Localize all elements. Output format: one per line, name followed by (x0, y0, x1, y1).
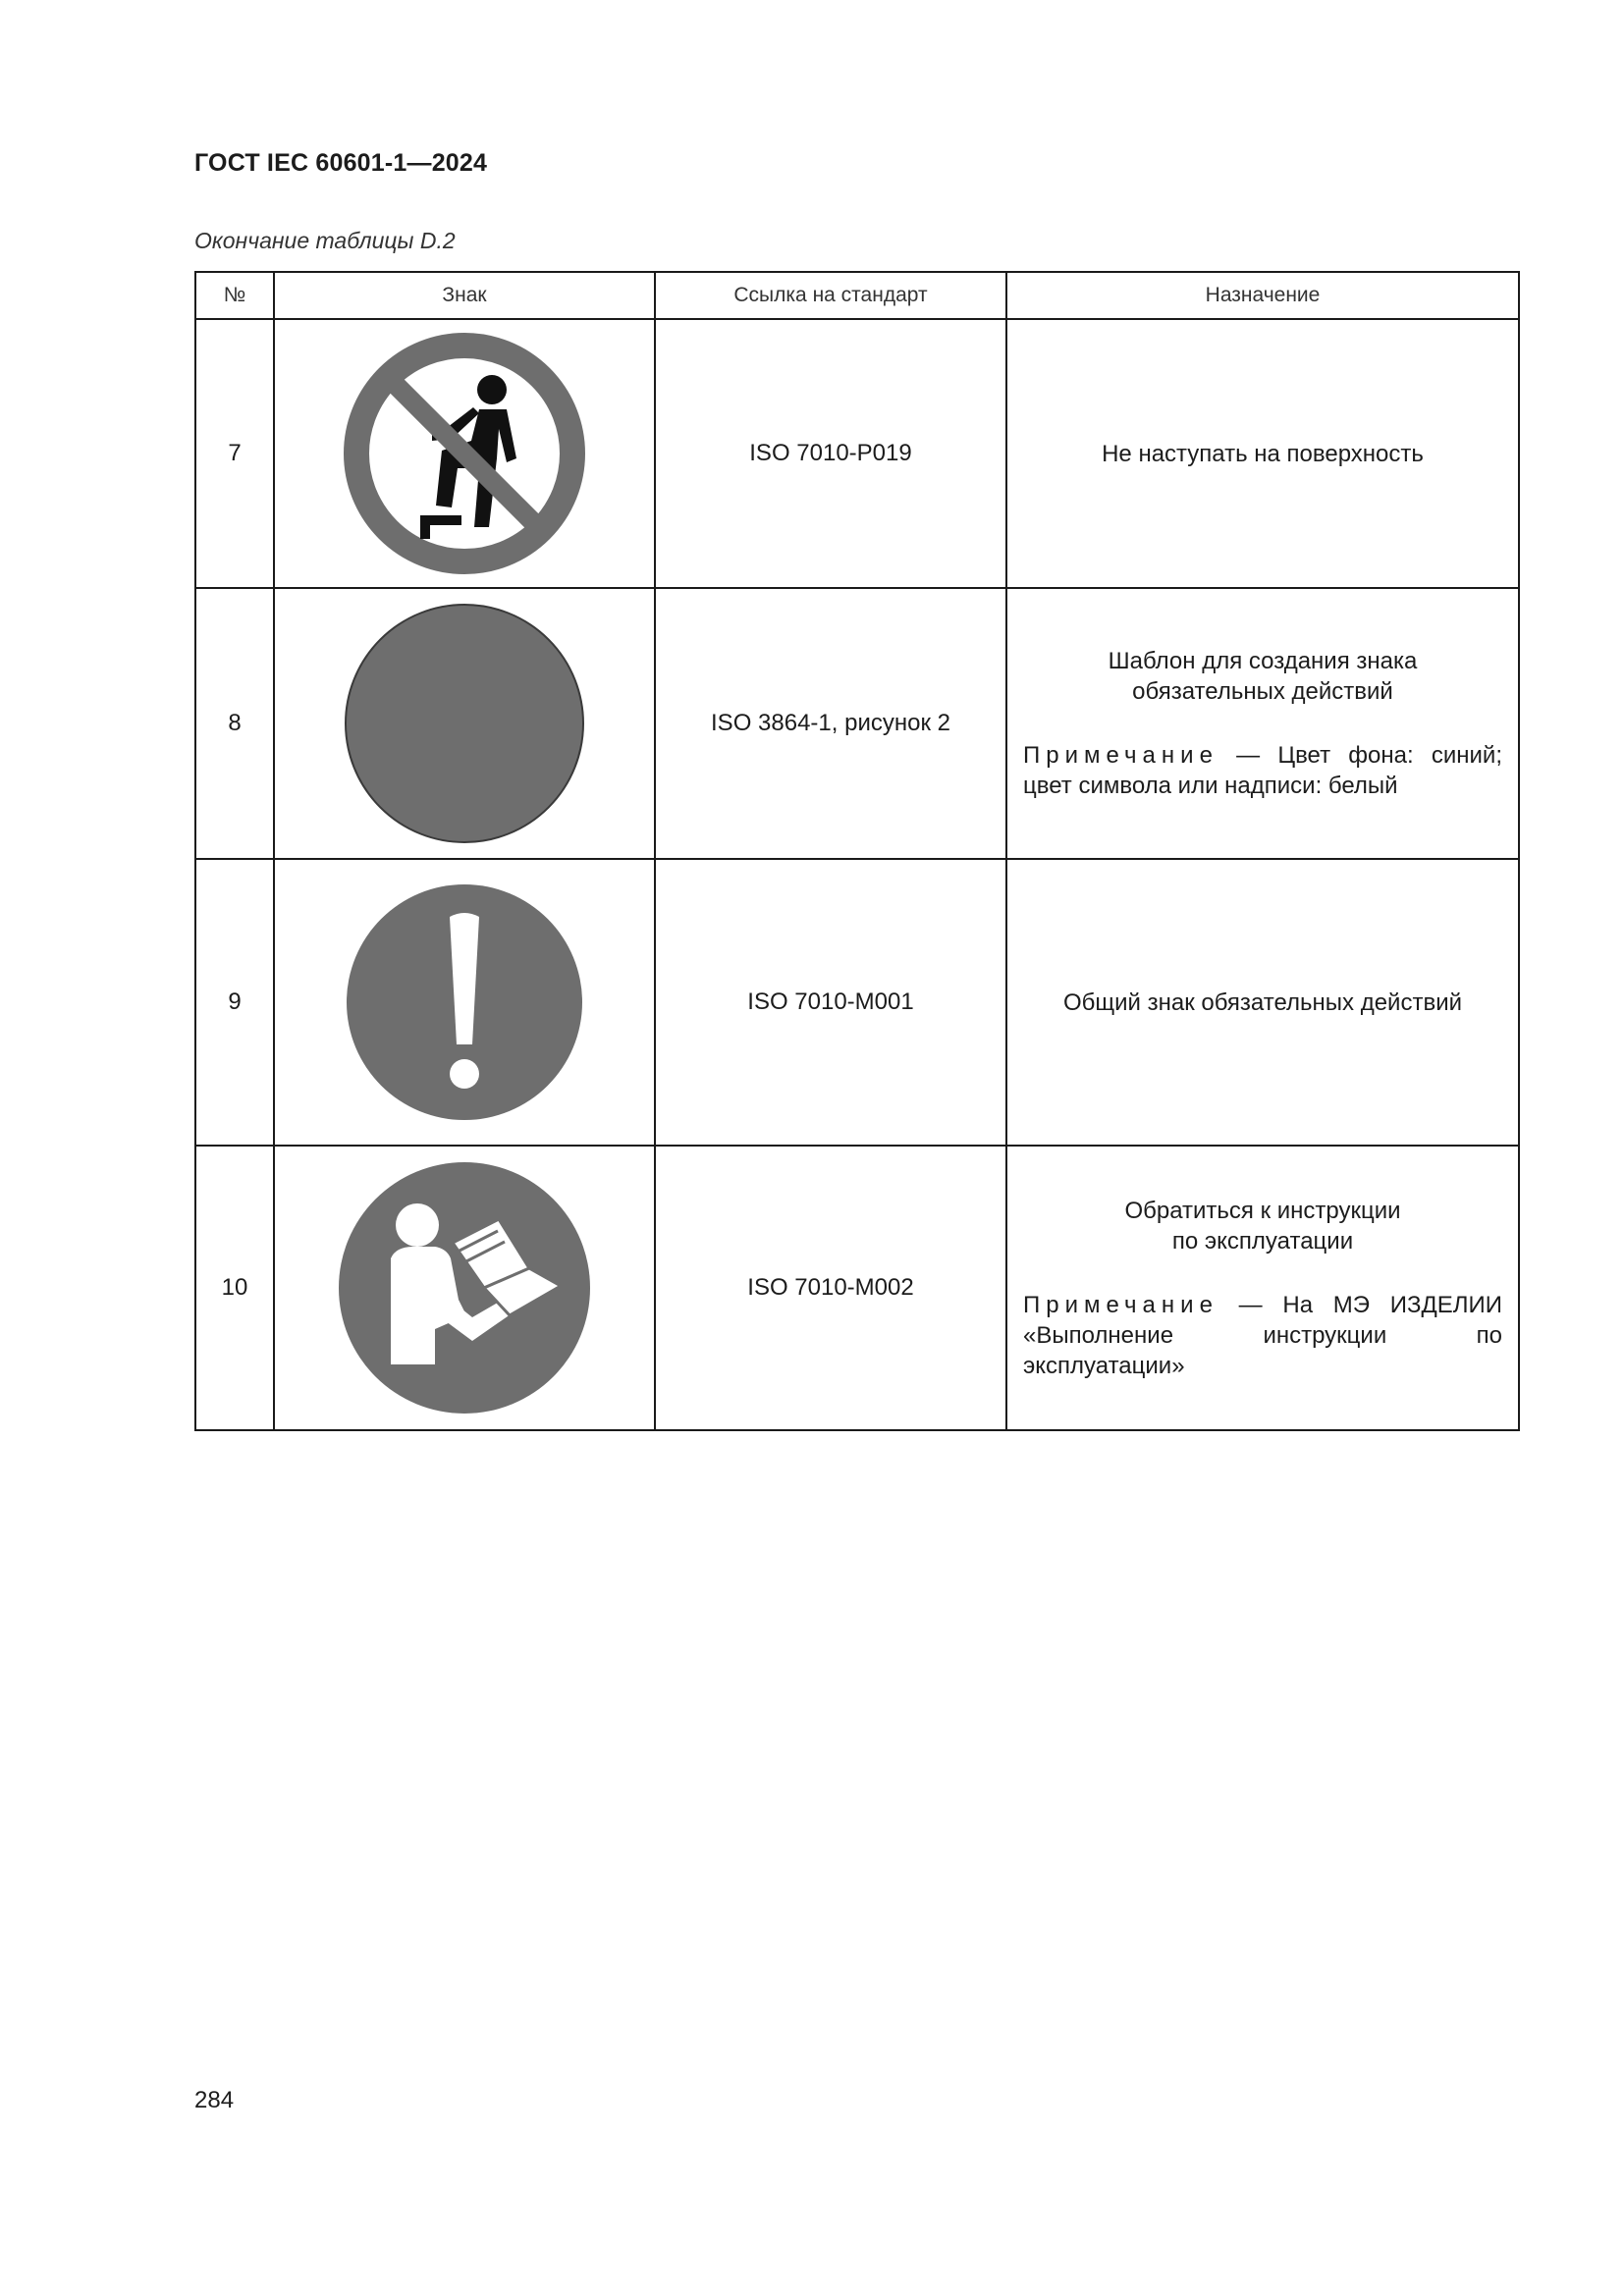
note-text (1023, 1290, 1502, 1381)
reference-cell: ISO 7010-P019 (655, 319, 1006, 588)
note-label: Примечание (1023, 1291, 1218, 1318)
purpose-cell (1006, 588, 1519, 859)
sign-cell (274, 319, 655, 588)
sign-cell (274, 859, 655, 1146)
row-number: 8 (195, 588, 274, 859)
purpose-cell (1006, 1146, 1519, 1430)
column-header-sign: Знак (274, 272, 655, 319)
general-mandatory-action-icon (342, 880, 587, 1125)
purpose-line: Обратиться к инструкции (1124, 1197, 1401, 1224)
purpose-cell (1006, 319, 1519, 588)
note-text (1023, 740, 1502, 801)
column-header-number: № (195, 272, 274, 319)
purpose-cell (1006, 859, 1519, 1146)
row-number: 7 (195, 319, 274, 588)
row-number: 9 (195, 859, 274, 1146)
signs-table (194, 271, 1520, 1431)
table-row (195, 1146, 1519, 1430)
table-row (195, 319, 1519, 588)
purpose-text (1023, 646, 1502, 707)
table-caption: Окончание таблицы D.2 (194, 228, 456, 253)
sign-cell (274, 1146, 655, 1430)
page-number: 284 (194, 2087, 235, 2113)
column-header-reference: Ссылка на стандарт (655, 272, 1006, 319)
document-header: ГОСТ IEC 60601-1—2024 (194, 149, 488, 177)
table-header-row (195, 272, 1519, 319)
reference-cell: ISO 7010-M002 (655, 1146, 1006, 1430)
purpose-text: Общий знак обязательных действий (1062, 988, 1463, 1016)
refer-to-instruction-manual-icon (337, 1160, 592, 1415)
purpose-line: Шаблон для создания знака (1108, 648, 1418, 674)
column-header-purpose: Назначение (1006, 272, 1519, 319)
purpose-text: Не наступать на поверхность (1102, 440, 1424, 467)
table-row (195, 859, 1519, 1146)
sign-cell (274, 588, 655, 859)
purpose-line: по эксплуатации (1171, 1227, 1354, 1255)
note-body: — Цвет фона: синий; цвет символа или надписи: белый (1023, 742, 1502, 799)
reference-cell: ISO 3864-1, рисунок 2 (655, 588, 1006, 859)
purpose-text (1023, 1196, 1502, 1256)
no-stepping-on-surface-icon (342, 331, 587, 576)
reference-cell: ISO 7010-M001 (655, 859, 1006, 1146)
purpose-line: обязательных действий (1132, 678, 1393, 705)
table-row (195, 588, 1519, 859)
note-label: Примечание (1023, 742, 1218, 769)
note-body: — На МЭ ИЗДЕЛИИ «Выполнение инструкции по эксплуатации» (1023, 1291, 1503, 1379)
mandatory-template-circle-icon (342, 601, 587, 846)
row-number: 10 (195, 1146, 274, 1430)
